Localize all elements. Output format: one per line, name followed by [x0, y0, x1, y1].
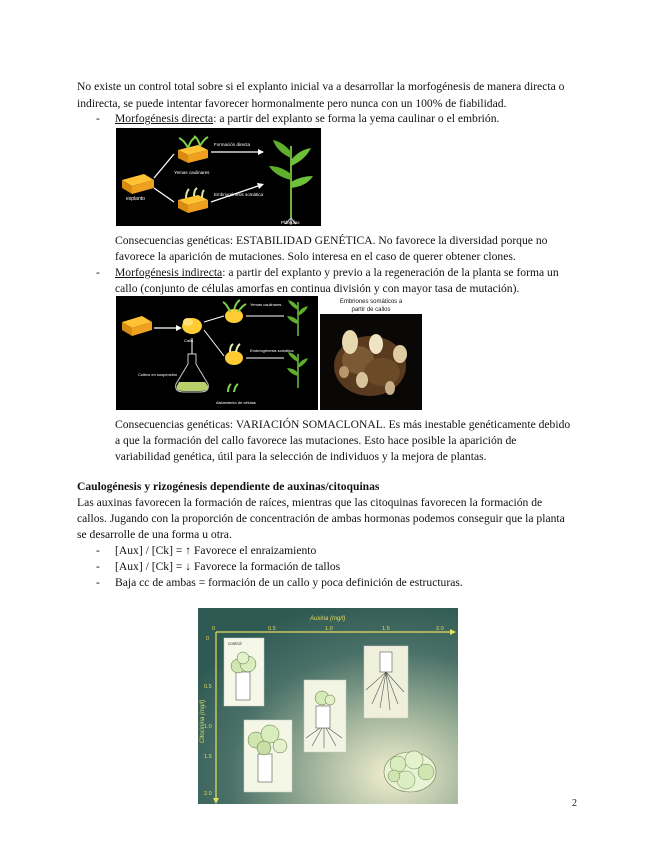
x-tick-3: 1.5 — [382, 626, 390, 632]
page-number: 2 — [572, 798, 577, 809]
x-tick-0: 0 — [212, 626, 216, 632]
y-axis-label: Citocinina (mg/l) — [200, 699, 206, 743]
bullet-aux-up: [Aux] / [Ck] = ↑ Favorece el enraizamiento — [115, 544, 317, 557]
bullet-dash: - — [96, 112, 100, 125]
fig-label-embriones: Embriogénesis somática — [214, 192, 264, 197]
indirecta-consequences-2: a que la formación del callo favorece las mutaciones. Esto hace posible la aparición de — [115, 434, 517, 447]
inset-control-label: control — [228, 641, 242, 646]
section-para-3: se desarrolle de una forma u otra. — [77, 528, 232, 541]
indirecta-consequences-3: variabilidad genética, útil para la selección de individuos y la mejora de plantas. — [115, 450, 487, 463]
bullet-low-cc: Baja cc de ambas = formación de un callo y poca definición de estructuras. — [115, 576, 463, 589]
fig-label-yemas-ind: Yemas caulinares — [250, 302, 282, 307]
auxin-cytokinin-figure — [198, 608, 458, 804]
fig-label-formacion: Formación directa — [214, 142, 251, 147]
y-tick-1: 0.5 — [204, 684, 212, 690]
y-tick-0: 0 — [206, 636, 210, 642]
photo-caption-1: Embriones somáticos a — [339, 299, 403, 305]
indirecta-text-2: callo (conjunto de células amorfas en continua división y con mayor tasa de mutación). — [115, 282, 520, 295]
directa-text: : a partir del explanto se forma la yema caulinar o el embrión. — [213, 112, 500, 125]
intro-paragraph: No existe un control total sobre si el explanto inicial va a desarrollar la morfogénesis de manera directa o indirecta, se puede intentar favorecer hormonalmente pero nunca con un 100% de fiabilidad. — [77, 80, 565, 110]
fig-label-plantas: Plántulas — [281, 220, 300, 225]
y-tick-2: 1.0 — [204, 724, 212, 730]
section-para-2: callos. Jugando con la proporción de concentración de ambas hormonas podemos conseguir que la planta — [77, 512, 565, 525]
bullet-aux-down: [Aux] / [Ck] = ↓ Favorece la formación de tallos — [115, 560, 341, 573]
directa-consequences-1: Consecuencias genéticas: ESTABILIDAD GENÉTICA. No favorece la diversidad porque no — [115, 234, 548, 247]
bullet-dash: - — [96, 544, 100, 557]
bullet-dash: - — [96, 560, 100, 573]
indirecta-term: Morfogénesis indirecta — [115, 266, 223, 279]
photo-caption-2: partir de callos — [351, 307, 391, 313]
fig-label-callo: Callo — [184, 338, 194, 343]
fig-label-aislam: Aislamiento de células — [216, 400, 256, 405]
y-tick-4: 2.0 — [204, 791, 212, 797]
x-tick-4: 2.0 — [436, 626, 444, 632]
fig-label-embrio-ind: Embriogénesis somática — [250, 348, 294, 353]
fig-label-yemas: Yemas caulinares — [174, 170, 210, 175]
directa-bullet — [115, 110, 595, 127]
callus-embryo-photo — [320, 296, 422, 410]
fig-label-explanto: explanto — [126, 196, 145, 202]
indirecta-consequences-1: Consecuencias genéticas: VARIACIÓN SOMACLONAL. Es más inestable genéticamente debido — [115, 418, 571, 431]
bullet-dash: - — [96, 266, 100, 279]
indirect-morphogenesis-figure — [116, 296, 318, 410]
directa-term: Morfogénesis directa — [115, 112, 214, 125]
y-tick-3: 1.5 — [204, 754, 212, 760]
x-tick-1: 0.5 — [268, 626, 276, 632]
indirecta-bullet — [115, 264, 595, 281]
direct-morphogenesis-figure — [116, 128, 321, 226]
x-axis-label: Auxina (mg/l) — [310, 616, 346, 622]
directa-consequences-2: favorece la aparición de mutaciones. Solo interesa en el caso de querer obtener clones. — [115, 250, 516, 263]
bullet-dash: - — [96, 576, 100, 589]
indirecta-text-1: : a partir del explanto y previo a la regeneración de la planta se forma un — [222, 266, 559, 279]
x-tick-2: 1.0 — [325, 626, 333, 632]
section-para-1: Las auxinas favorecen la formación de raíces, mientras que las citoquinas favorecen la formación de — [77, 496, 543, 509]
section-heading: Caulogénesis y rizogénesis dependiente de auxinas/citoquinas — [77, 480, 380, 493]
fig-label-cultivo: Cultivo en suspensión — [138, 372, 178, 377]
